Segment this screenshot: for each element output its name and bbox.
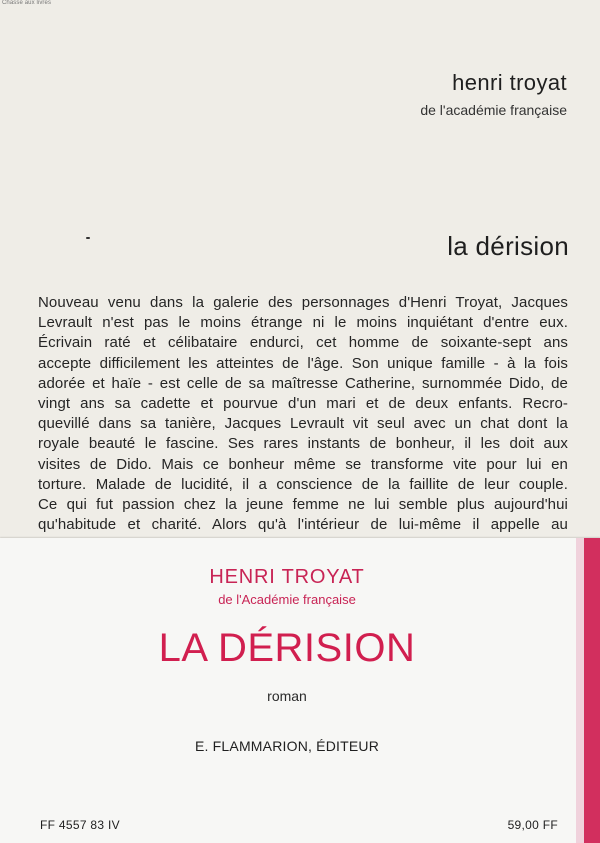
blurb-line: Nouveau venu dans la galerie des personnages d'Henri Troyat, Jacques <box>38 294 568 311</box>
blurb-line: quevillé dans sa tanière, Jacques Levrault vit seul avec un chat dont la <box>38 415 568 433</box>
book-title: la dérision <box>447 231 569 261</box>
blurb-line: royale beauté le fascine. Ses rares instants de bonheur, il les doit aux <box>38 435 568 453</box>
corner-watermark: Chasse aux livres <box>2 0 52 6</box>
blurb-line: adorée et haïe - est celle de sa maîtresse Catherine, surnommée Dido, de <box>38 374 568 392</box>
blurb-line: visites de Dido. Mais ce bonheur même se transforme vite pour lui en <box>38 455 568 473</box>
blurb-line: Ce qui fut passion chez la jeune femme ne lui semble plus aujourd'hui <box>38 496 568 514</box>
price-label: 59,00 FF <box>507 818 558 832</box>
sticker-publisher: E. FLAMMARION, ÉDITEUR <box>194 738 380 754</box>
blurb-line: vingt ans sa cadette et pourvue d'un mari et de deux enfants. Recro- <box>38 395 568 413</box>
sticker-title: LA DÉRISION <box>158 626 416 670</box>
sticker-edge-tint <box>576 538 584 843</box>
blurb-line: torture. Malade de lucidité, il a conscience de la faillite de leur couple. <box>38 475 568 493</box>
author-affiliation: de l'académie française <box>420 102 567 118</box>
blurb-text <box>38 293 568 556</box>
blurb-line: qu'habitude et charité. Alors qu'à l'intérieur de lui-même il appelle au <box>38 516 568 534</box>
sticker-author: HENRI TROYAT <box>209 566 365 588</box>
blurb-line: Écrivain raté et célibataire endurci, cet homme de soixante-sept ans <box>38 334 568 352</box>
author-header <box>0 70 567 118</box>
author-name: henri troyat <box>452 70 567 95</box>
blurb-line: Levrault n'est pas le moins étrange ni le moins inquiétant d'entre eux. <box>38 314 568 332</box>
print-speck <box>86 237 90 239</box>
sticker-genre: roman <box>267 688 307 704</box>
blurb-line: accepte difficilement les atteintes de l'âge. Son unique famille - à la fois <box>38 354 568 372</box>
sticker-edge-bar <box>584 538 600 843</box>
catalog-code: FF 4557 83 IV <box>40 818 120 832</box>
sticker-affiliation: de l'Académie française <box>218 592 356 607</box>
